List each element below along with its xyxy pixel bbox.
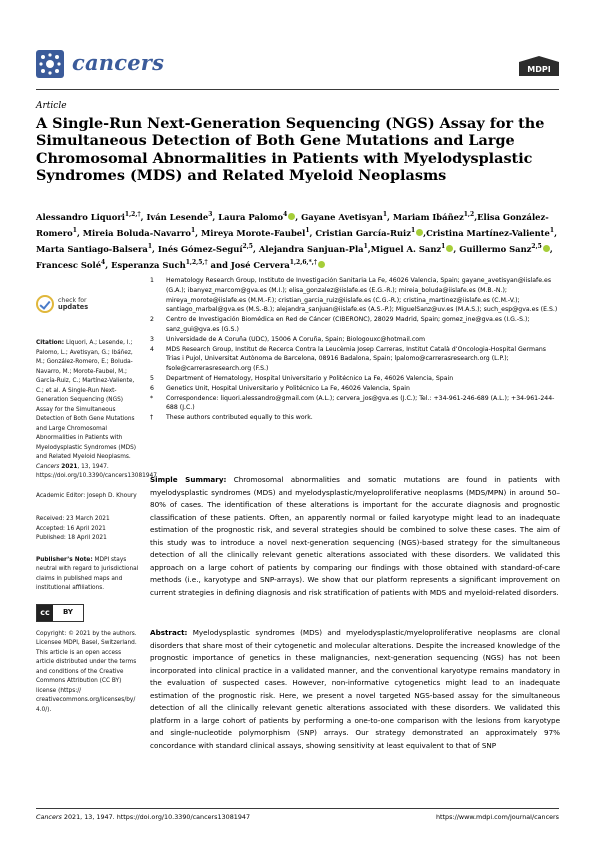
affiliation-text: Correspondence: liquori.alessandro@gmail.com (A.L.); cervera_jos@gva.es (J.C.); Tel.: +34-961-246-689 (A.L.); +34-961-244-688 (J.C.)	[166, 394, 555, 412]
author-name[interactable]: Alejandra Sanjuan-Pla	[258, 243, 364, 254]
author-affiliation-marks: 1	[72, 227, 77, 234]
academic-editor: Academic Editor: Joseph D. Khoury	[36, 492, 137, 499]
author-affiliation-marks: 1	[363, 243, 368, 250]
check-updates-line2: updates	[58, 303, 89, 311]
author-name[interactable]: Mireya Morote-Faubel	[201, 227, 306, 238]
citation-year: 2021	[61, 463, 78, 470]
author-separator: ,	[105, 259, 112, 270]
publisher-note-label: Publisher’s Note:	[36, 556, 93, 563]
abstract-label: Abstract:	[150, 628, 188, 637]
citation-volume-doi[interactable]: , 13, 1947. https://doi.org/10.3390/cancers13081947	[36, 463, 157, 479]
author-name[interactable]: Mireia Boluda-Navarro	[82, 227, 191, 238]
footer-citation	[36, 813, 250, 821]
affiliation-mark: †	[150, 414, 154, 422]
by-icon: BY	[62, 607, 74, 616]
author-affiliation-marks: 1	[382, 211, 388, 218]
author-name[interactable]: Francesc Solé	[36, 259, 102, 270]
affiliation-item	[150, 276, 560, 315]
affiliation-item	[150, 335, 560, 345]
affiliation-item	[150, 345, 560, 374]
journal-name[interactable]: cancers	[72, 50, 165, 75]
author-separator: ,	[554, 227, 557, 238]
check-updates-icon	[36, 295, 54, 313]
publisher-note	[36, 556, 140, 594]
simple-summary	[150, 474, 560, 599]
author-name[interactable]: Cristian García-Ruiz	[315, 227, 411, 238]
author-name[interactable]: Mariam Ibáñez	[392, 211, 464, 222]
author-extra-mark: †	[137, 211, 141, 218]
author-name[interactable]: Esperanza Such	[111, 259, 186, 270]
author-separator: ,	[195, 227, 202, 238]
simple-summary-text: Chromosomal abnormalities and somatic mutations are found in patients with myelodysplastic syndromes (MDS) and myelodysplastic/myeloproliferative neoplasms (MDS/MPN) in around 50–80% of cases. The identification of these alterations is important for the accurate diagnosis and prognostic classification of these patients. Often, an apparently normal or failed karyotype might lead to an inadequate estimation of the prognostic risk, and several strategies should be combined to solve these cases. The aim of this study was to introduce a novel next-generation sequencing (NGS)-based strategy for the simultaneous detection of all the clinically relevant genetic alterations associated with these disorders. We validated this approach on a large cohort of patients by comparing our findings with those obtained with standard-of-care methods (i.e., karyotype and SNP-arrays). We show that our platform represents a significant improvement on current strategies in defining diagnosis and risk stratification of patients with MDS and myeloid-related disorders.	[150, 475, 560, 597]
citation-journal: Cancers	[36, 463, 60, 470]
affiliation-mark: 3	[150, 335, 154, 343]
author-name[interactable]: José Cervera	[230, 259, 290, 270]
author-separator: ,	[140, 211, 147, 222]
cc-icon: cc	[37, 605, 53, 621]
affiliation-item	[150, 315, 560, 335]
author-affiliation-marks: 3	[208, 211, 213, 218]
article-type: Article	[36, 101, 67, 111]
author-separator: ,	[387, 211, 393, 222]
affiliation-mark: 2	[150, 316, 154, 324]
header-rule	[36, 89, 559, 90]
author-name[interactable]: Guillermo Sanz	[459, 243, 532, 254]
author-separator: ,	[295, 211, 302, 222]
affiliation-text: These authors contributed equally to this work.	[166, 414, 313, 422]
affiliation-item	[150, 413, 560, 423]
author-name[interactable]: Laura Palomo	[218, 211, 284, 222]
author-affiliation-marks: 1,2	[463, 211, 475, 218]
publisher-name: MDPI	[527, 65, 551, 74]
author-affiliation-marks: 1,2,	[124, 211, 138, 218]
article-title: A Single-Run Next-Generation Sequencing (NGS) Assay for the Simultaneous Detection of Both Gene Mutations and Large Chromosomal Abnormalities in Patients with Myelodysplastic Syndromes (MDS) and Related Myeloid Neoplasms	[36, 115, 545, 185]
author-name[interactable]: Alessandro Liquori	[36, 211, 125, 222]
affiliation-text: Universidade de A Coruña (UDC), 15006 A Coruña, Spain; Biologouxc@hotmail.com	[166, 335, 426, 343]
author-name[interactable]: Gayane Avetisyan	[301, 211, 383, 222]
author-affiliation-marks: 4	[101, 259, 106, 266]
author-name[interactable]: Marta Santiago-Balsera	[36, 243, 148, 254]
author-separator: ,	[152, 243, 158, 254]
author-affiliation-marks: 4	[283, 211, 288, 218]
footer-rule	[36, 808, 559, 809]
citation-label: Citation:	[36, 340, 65, 346]
footer-journal-url[interactable]: https://www.mdpi.com/journal/cancers	[435, 813, 559, 821]
affiliation-item	[150, 374, 560, 384]
author-separator: ,	[212, 211, 219, 222]
author-separator: and	[207, 259, 231, 270]
author-affiliation-marks: 1,2,6,*,†	[289, 259, 317, 266]
check-for-updates-button[interactable]	[36, 295, 140, 313]
author-affiliation-marks: 2,5	[242, 243, 253, 250]
author-affiliation-marks: 1,2,5,†	[185, 259, 208, 266]
author-affiliation-marks: 1	[410, 227, 416, 234]
publisher-note-text: MDPI stays neutral with regard to jurisdictional claims in published maps and institutional affiliations.	[36, 556, 139, 591]
affiliation-text: Department of Hematology, Hospital Universitario y Politécnico La Fe, 46026 Valencia, Spain	[166, 374, 454, 382]
author-list	[36, 208, 561, 272]
simple-summary-label: Simple Summary:	[150, 475, 227, 484]
author-name[interactable]: Cristina Martínez-Valiente	[426, 227, 550, 238]
author-affiliation-marks: 1	[305, 227, 310, 234]
abstract-text: Myelodysplastic syndromes (MDS) and myelodysplastic/myeloproliferative neoplasms are clonal disorders that share most of their cytogenetic and molecular alterations. Despite the increased knowledge of the prognostic importance of genetics in these malignancies, next-generation sequencing (NGS) has not been incorporated into clinical practice in a validated manner, and the conventional karyotype remains mandatory in the evaluation of suspected cases. However, non-informative cytogenetics might lead to an inadequate estimation of the prognostic risk. Here, we present a novel targeted NGS-based assay for the simultaneous detection of all the clinically relevant genetic alterations associated with these disorders. We validated this platform in a large cohort of patients by performing a one-to-one comparison with the lesions from karyotype and single-nucleotide polymorphism (SNP) arrays. Our strategy demonstrated an approximately 97% concordance with standard clinical assays, showing sensitivity at least equivalent to that of SNP	[150, 628, 560, 750]
received-date: Received: 23 March 2021	[36, 516, 110, 522]
accepted-date: Accepted: 16 April 2021	[36, 525, 106, 532]
author-affiliation-marks: 1	[549, 227, 555, 234]
author-name[interactable]: Inés Gómez-Seguí	[157, 243, 243, 254]
cc-by-license-badge[interactable]	[36, 604, 84, 622]
author-name[interactable]: Iván Lesende	[146, 211, 209, 222]
author-separator: ,	[76, 227, 83, 238]
affiliation-mark: *	[150, 394, 154, 402]
citation-text: Liquori, A.; Lesende, I.; Palomo, L.; Avetisyan, G.; Ibáñez, M.; González-Romero, E.; Boluda-Navarro, M.; Morote-Faubel, M.; García-Ruiz, C.; Martínez-Valiente, C.; et al. A Single-Run Next-Generation Sequencing (NGS) Assay for the Simultaneous Detection of Both Gene Mutations and Large Chromosomal Abnormalities in Patients with Myelodysplastic Syndromes (MDS) and Related Myeloid Neoplasms.	[36, 340, 137, 460]
author-affiliation-marks: 1	[147, 243, 153, 250]
author-separator: ,	[549, 243, 553, 254]
check-updates-line1: check for	[58, 297, 87, 304]
affiliation-mark: 4	[150, 345, 154, 353]
affiliation-text: Genetics Unit, Hospital Universitario y Politécnico La Fe, 46026 Valencia, Spain	[166, 384, 410, 392]
orcid-icon[interactable]	[543, 245, 550, 252]
affiliation-text: Hematology Research Group, Instituto de Investigación Sanitaria La Fe, 46026 Valencia, Spain; gayane_avetisyan@iislafe.es (G.A.); ibanyez_marcom@gva.es (M.I.); elisa_gonzalez@iislafe.es (E.G.-R.); mireia_boluda@iislafe.es (M.B.-N.); mireya_morote@iislafe.es (M.M.-F.); cristian_garcia_ruiz@iislafe.es (C.G.-R.); cristina_martinez@iislafe.es (C.M.-V.); santiago_marbal@gva.es (M.S.-B.); alejandra_sanjuan@iislafe.es (A.S.-P.); MiguelSanz@uv.es (M.A.S.); such_esp@gva.es (E.S.)	[166, 277, 558, 314]
citation-block	[36, 339, 157, 482]
author-name[interactable]: Elisa González-Romero	[36, 211, 549, 238]
footer-doi[interactable]: 2021, 13, 1947. https://doi.org/10.3390/cancers13081947	[61, 813, 251, 821]
published-date: Published: 18 April 2021	[36, 535, 107, 541]
author-separator: ,	[309, 227, 316, 238]
author-affiliation-marks: 2,5	[531, 243, 542, 250]
author-affiliation-marks: 1	[190, 227, 196, 234]
left-column	[36, 295, 157, 725]
affiliations-list	[150, 276, 560, 423]
author-separator: ,	[252, 243, 259, 254]
author-separator: ,	[423, 227, 427, 238]
affiliation-text: MDS Research Group, Institut de Recerca Contra la Leucèmia Josep Carreras, Institut Català d’Oncologia-Hospital Germans Trias i Pujol, Universitat Autònoma de Barcelona, 08916 Badalona, Spain; lpalomo@carrerasresearch.org (L.P.); fsole@carrerasresearch.org (F.S.)	[166, 345, 547, 373]
affiliation-text: Centro de Investigación Biomédica en Red de Cáncer (CIBERONC), 28029 Madrid, Spain; gomez_ine@gva.es (I.G.-S.); sanz_gui@gva.es (G.S.)	[166, 316, 530, 333]
affiliation-mark: 5	[150, 374, 154, 382]
author-separator: ,	[367, 243, 371, 254]
affiliation-mark: 6	[150, 384, 154, 392]
abstract	[150, 627, 560, 752]
orcid-icon[interactable]	[318, 261, 325, 268]
footer-journal: Cancers	[36, 813, 62, 821]
copyright-text: Copyright: © 2021 by the authors. Licensee MDPI, Basel, Switzerland. This article is an open access article distributed under the terms and conditions of the Creative Commons Attribution (CC BY) license (https:// creativecommons.org/licenses/by/ 4.0/).	[36, 630, 137, 713]
author-separator: ,	[453, 243, 460, 254]
author-affiliation-marks: 1	[441, 243, 446, 250]
author-name[interactable]: Miguel A. Sanz	[370, 243, 442, 254]
author-separator: ,	[474, 211, 478, 222]
affiliation-mark: 1	[150, 277, 154, 284]
journal-logo-icon	[36, 50, 64, 78]
affiliation-item	[150, 384, 560, 394]
affiliation-item	[150, 394, 560, 414]
publisher-logo-icon[interactable]	[519, 56, 559, 76]
